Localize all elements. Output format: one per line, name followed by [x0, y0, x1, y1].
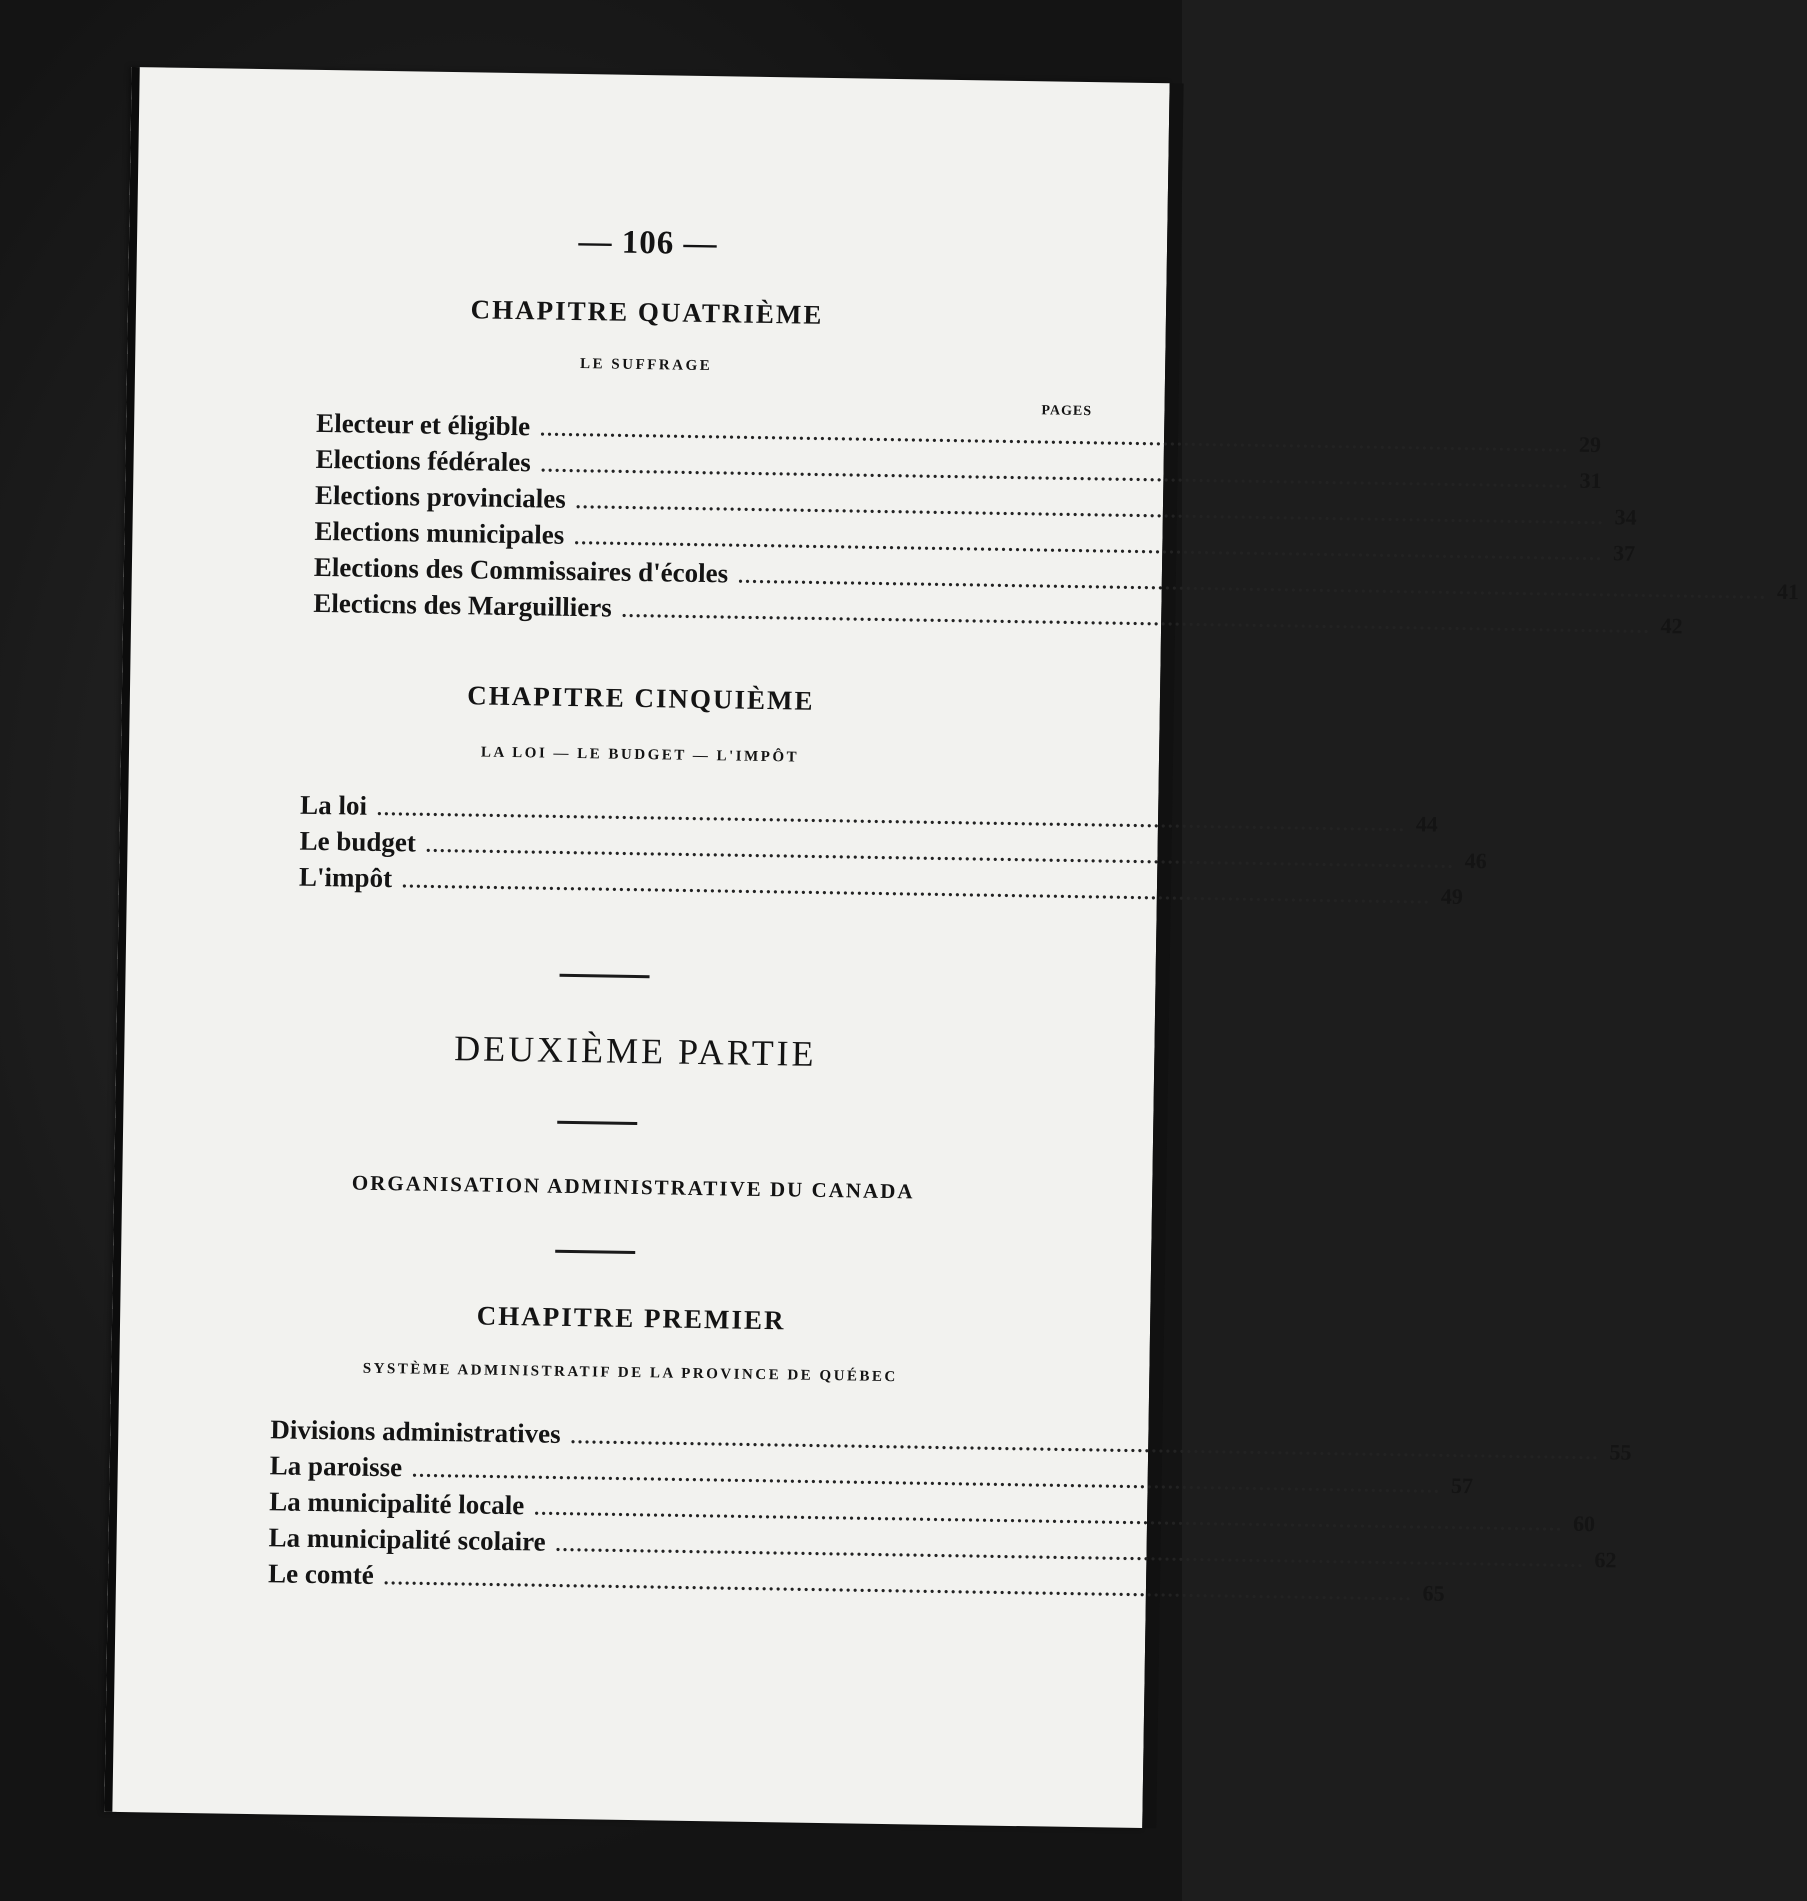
- chapter-4-title: CHAPITRE QUATRIÈME: [470, 294, 824, 330]
- toc-entry-page: 60: [1572, 1510, 1596, 1537]
- leader-dots: ...................................................................................................................................................: [425, 834, 1455, 873]
- toc-entry-page: 62: [1594, 1547, 1617, 1573]
- toc-entry-page: 34: [1614, 504, 1637, 530]
- chapter-1-subtitle: SYSTÈME ADMINISTRATIF DE LA PROVINCE DE QUÉBEC: [362, 1360, 898, 1386]
- leader-dots: ...................................................................................................................................................: [383, 1567, 1413, 1606]
- toc-entry-page: 65: [1422, 1580, 1445, 1606]
- toc-entry-page: 29: [1578, 431, 1602, 458]
- toc-entry-label: La municipalité scolaire: [268, 1522, 546, 1557]
- toc-entry-label: La loi: [299, 789, 368, 821]
- toc-entry-label: Elections municipales: [314, 515, 565, 550]
- toc-entry-label: Le comté: [267, 1558, 375, 1590]
- toc-entry-page: 31: [1579, 467, 1602, 494]
- part-2-title: DEUXIÈME PARTIE: [453, 1028, 817, 1074]
- part-2-subtitle: ORGANISATION ADMINISTRATIVE DU CANADA: [351, 1170, 915, 1204]
- leader-dots: ...................................................................................................................................................: [570, 1426, 1600, 1465]
- chapter-5-subtitle: LA LOI — LE BUDGET — L'IMPÔT: [480, 744, 800, 766]
- leader-dots: ...................................................................................................................................................: [621, 599, 1651, 638]
- toc-entry-label: Electicns des Marguilliers: [313, 587, 613, 623]
- toc-entry-label: Elections provinciales: [314, 479, 567, 514]
- divider-rule: [557, 1121, 637, 1125]
- leader-dots: ...................................................................................................................................................: [575, 490, 1605, 530]
- chapter-1-title: CHAPITRE PREMIER: [476, 1300, 786, 1336]
- leader-dots: ...................................................................................................................................................: [376, 797, 1406, 837]
- leader-dots: ...................................................................................................................................................: [411, 1459, 1442, 1498]
- toc-entry-label: Electeur et éligible: [315, 407, 531, 442]
- chapter-4-toc: [313, 407, 1800, 639]
- toc-entry-page: 37: [1612, 540, 1636, 566]
- toc-entry-label: Le budget: [299, 825, 417, 858]
- toc-entry-page: 41: [1776, 578, 1800, 605]
- page-number: — 106 —: [578, 223, 718, 263]
- toc-entry-label: Divisions administratives: [270, 1414, 561, 1449]
- leader-dots: ...................................................................................................................................................: [737, 565, 1768, 604]
- toc-entry-page: 55: [1609, 1439, 1632, 1465]
- book-page: [104, 67, 1800, 1828]
- divider-rule: [560, 974, 650, 978]
- chapter-1-toc: [267, 1414, 1632, 1606]
- toc-entry-page: 42: [1660, 613, 1683, 639]
- toc-entry-label: La municipalité locale: [269, 1486, 525, 1521]
- toc-entry-label: Elections fédérales: [315, 443, 532, 478]
- toc-entry-page: 49: [1440, 883, 1464, 909]
- leader-dots: ...................................................................................................................................................: [539, 418, 1570, 457]
- leader-dots: ...................................................................................................................................................: [540, 454, 1570, 493]
- toc-entry-page: 46: [1464, 847, 1487, 874]
- divider-rule: [555, 1250, 635, 1254]
- toc-entry-page: 44: [1415, 811, 1438, 837]
- chapter-5-title: CHAPITRE CINQUIÈME: [467, 680, 815, 716]
- toc-entry-label: Elections des Commissaires d'écoles: [313, 551, 729, 589]
- leader-dots: ...................................................................................................................................................: [574, 526, 1604, 566]
- leader-dots: ...................................................................................................................................................: [401, 870, 1432, 909]
- toc-entry-label: La paroisse: [269, 1450, 403, 1483]
- toc-entry-page: 57: [1450, 1472, 1474, 1499]
- chapter-5-toc: [298, 789, 1487, 910]
- pages-column-label: PAGES: [1041, 403, 1093, 420]
- leader-dots: ...................................................................................................................................................: [555, 1533, 1585, 1572]
- leader-dots: ...................................................................................................................................................: [533, 1497, 1564, 1536]
- toc-entry-label: L'impôt: [298, 861, 393, 894]
- chapter-4-subtitle: LE SUFFRAGE: [579, 356, 713, 375]
